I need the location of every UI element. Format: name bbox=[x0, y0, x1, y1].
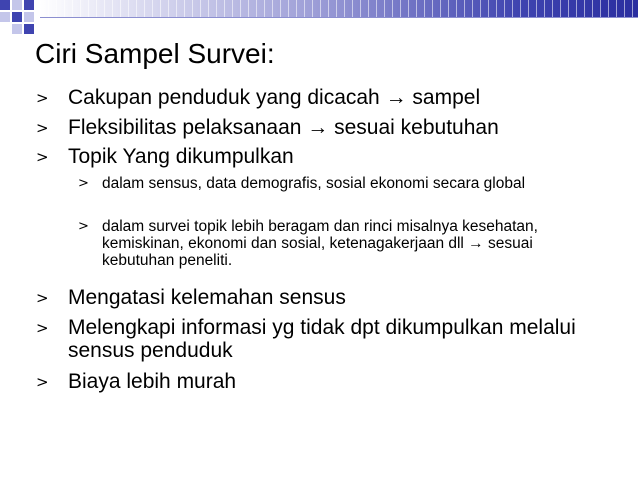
bullet-text: Biaya lebih murah bbox=[68, 370, 237, 393]
slide-title: Ciri Sampel Survei: bbox=[35, 38, 275, 69]
header-grid-overlay bbox=[40, 0, 638, 17]
bullet-item bbox=[36, 145, 628, 168]
bullet-marker: > bbox=[36, 119, 49, 137]
checker-square bbox=[24, 24, 34, 34]
sub-bullet-item bbox=[78, 175, 582, 192]
checker-square bbox=[0, 12, 10, 22]
sub-bullet-item bbox=[78, 218, 607, 269]
bullet-marker: > bbox=[36, 148, 49, 166]
bullet-text: Topik Yang dikumpulkan bbox=[68, 145, 294, 168]
checker-square bbox=[24, 0, 34, 10]
bullet-marker: > bbox=[36, 373, 49, 391]
bullet-item bbox=[36, 316, 608, 362]
bullet-text: Melengkapi informasi yg tidak dpt dikumpulkan melalui sensus penduduk bbox=[68, 316, 576, 362]
checker-square bbox=[12, 24, 22, 34]
bullet-marker: > bbox=[36, 89, 49, 107]
checker-square bbox=[12, 0, 22, 10]
bullet-item bbox=[36, 286, 628, 309]
bullet-text: Cakupan penduduk yang dicacah → sampel bbox=[68, 86, 481, 109]
bullet-text: Fleksibilitas pelaksanaan → sesuai kebutuhan bbox=[68, 116, 499, 139]
checker-square bbox=[24, 12, 34, 22]
bullet-text: Mengatasi kelemahan sensus bbox=[68, 286, 346, 309]
sub-bullet-text: dalam survei topik lebih beragam dan rinci misalnya kesehatan, kemiskinan, ekonomi dan sosial, ketenagakerjaan dll → sesuai kebutuhan peneliti. bbox=[102, 218, 538, 269]
bullet-marker: > bbox=[78, 176, 89, 191]
sub-bullet-text: dalam sensus, data demografis, sosial ekonomi secara global bbox=[102, 175, 526, 192]
bullet-marker: > bbox=[36, 319, 49, 337]
bullet-item bbox=[36, 370, 628, 393]
bullet-item bbox=[36, 116, 628, 139]
bullet-marker: > bbox=[36, 289, 49, 307]
header-divider bbox=[40, 17, 638, 18]
bullet-item bbox=[36, 86, 628, 109]
checker-square bbox=[12, 12, 22, 22]
checker-square bbox=[0, 0, 10, 10]
bullet-marker: > bbox=[78, 219, 89, 234]
